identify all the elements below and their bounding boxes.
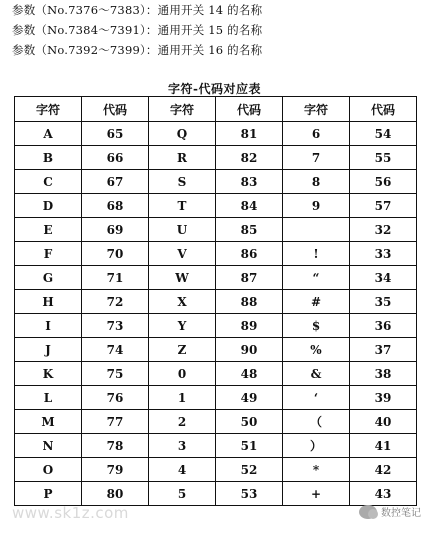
code-cell: 87	[216, 266, 283, 290]
code-cell: 42	[350, 458, 417, 482]
code-cell: 79	[82, 458, 149, 482]
char-cell: M	[15, 410, 82, 434]
code-cell: 37	[350, 338, 417, 362]
code-cell: 32	[350, 218, 417, 242]
char-cell: I	[15, 314, 82, 338]
table-title: 字符-代码对应表	[168, 82, 261, 96]
char-cell: %	[283, 338, 350, 362]
char-cell: F	[15, 242, 82, 266]
brand-badge	[359, 504, 421, 519]
code-cell: 53	[216, 482, 283, 506]
code-cell: 52	[216, 458, 283, 482]
char-cell: 4	[149, 458, 216, 482]
table-row	[15, 434, 417, 458]
code-cell: 33	[350, 242, 417, 266]
char-cell: B	[15, 146, 82, 170]
table-row	[15, 386, 417, 410]
parameter-line: 参数（No.7384～7391）：通用开关 15 的名称	[12, 23, 263, 37]
char-cell: R	[149, 146, 216, 170]
code-cell: 36	[350, 314, 417, 338]
char-cell: W	[149, 266, 216, 290]
char-cell: 9	[283, 194, 350, 218]
code-cell: 83	[216, 170, 283, 194]
char-cell: U	[149, 218, 216, 242]
code-cell: 51	[216, 434, 283, 458]
char-cell: #	[283, 290, 350, 314]
code-cell: 71	[82, 266, 149, 290]
table-row	[15, 314, 417, 338]
char-cell: G	[15, 266, 82, 290]
char-cell: 2	[149, 410, 216, 434]
char-cell: &	[283, 362, 350, 386]
char-cell: L	[15, 386, 82, 410]
wechat-icon	[359, 505, 377, 519]
code-cell: 69	[82, 218, 149, 242]
code-cell: 48	[216, 362, 283, 386]
header-code: 代码	[82, 97, 149, 122]
char-cell: *	[283, 458, 350, 482]
code-cell: 57	[350, 194, 417, 218]
code-cell: 73	[82, 314, 149, 338]
char-cell: $	[283, 314, 350, 338]
table-row	[15, 290, 417, 314]
header-code: 代码	[350, 97, 417, 122]
char-code-table	[14, 96, 417, 506]
char-cell: ）	[283, 434, 350, 458]
header-char: 字符	[149, 97, 216, 122]
code-cell: 78	[82, 434, 149, 458]
code-cell: 54	[350, 122, 417, 146]
table-body	[15, 122, 417, 506]
code-cell: 65	[82, 122, 149, 146]
char-cell	[283, 218, 350, 242]
char-cell: “	[283, 266, 350, 290]
char-cell: K	[15, 362, 82, 386]
char-cell: C	[15, 170, 82, 194]
brand-label: 数控笔记	[381, 508, 421, 519]
code-cell: 66	[82, 146, 149, 170]
char-cell: 3	[149, 434, 216, 458]
code-cell: 56	[350, 170, 417, 194]
char-cell: 5	[149, 482, 216, 506]
code-cell: 40	[350, 410, 417, 434]
code-cell: 89	[216, 314, 283, 338]
table-header-row	[15, 97, 417, 122]
code-cell: 80	[82, 482, 149, 506]
char-cell: D	[15, 194, 82, 218]
code-cell: 34	[350, 266, 417, 290]
char-cell: X	[149, 290, 216, 314]
char-cell: +	[283, 482, 350, 506]
code-cell: 77	[82, 410, 149, 434]
char-cell: P	[15, 482, 82, 506]
code-cell: 84	[216, 194, 283, 218]
code-cell: 49	[216, 386, 283, 410]
table-row	[15, 362, 417, 386]
code-cell: 81	[216, 122, 283, 146]
code-cell: 74	[82, 338, 149, 362]
char-cell: 8	[283, 170, 350, 194]
table-row	[15, 122, 417, 146]
code-cell: 43	[350, 482, 417, 506]
char-cell: S	[149, 170, 216, 194]
code-cell: 50	[216, 410, 283, 434]
table-row	[15, 458, 417, 482]
char-cell: 0	[149, 362, 216, 386]
char-cell: H	[15, 290, 82, 314]
char-cell: O	[15, 458, 82, 482]
header-char: 字符	[283, 97, 350, 122]
table-row	[15, 218, 417, 242]
code-cell: 75	[82, 362, 149, 386]
table-row	[15, 266, 417, 290]
parameter-line: 参数（No.7392～7399）：通用开关 16 的名称	[12, 43, 263, 57]
char-cell: ‘	[283, 386, 350, 410]
code-cell: 41	[350, 434, 417, 458]
code-cell: 68	[82, 194, 149, 218]
code-cell: 55	[350, 146, 417, 170]
char-cell: A	[15, 122, 82, 146]
table-row	[15, 482, 417, 506]
table-row	[15, 338, 417, 362]
header-char: 字符	[15, 97, 82, 122]
parameter-line: 参数（No.7376～7383）：通用开关 14 的名称	[12, 3, 263, 17]
code-cell: 70	[82, 242, 149, 266]
char-cell: （	[283, 410, 350, 434]
char-cell: T	[149, 194, 216, 218]
table-row	[15, 194, 417, 218]
char-cell: 1	[149, 386, 216, 410]
char-cell: J	[15, 338, 82, 362]
watermark: www.sk1z.com	[12, 504, 129, 522]
code-cell: 88	[216, 290, 283, 314]
parameter-list	[12, 0, 262, 60]
code-cell: 85	[216, 218, 283, 242]
code-cell: 86	[216, 242, 283, 266]
code-cell: 72	[82, 290, 149, 314]
code-cell: 39	[350, 386, 417, 410]
char-cell: 7	[283, 146, 350, 170]
code-cell: 76	[82, 386, 149, 410]
char-cell: N	[15, 434, 82, 458]
char-cell: Q	[149, 122, 216, 146]
table-row	[15, 410, 417, 434]
code-cell: 90	[216, 338, 283, 362]
code-cell: 35	[350, 290, 417, 314]
code-cell: 67	[82, 170, 149, 194]
char-cell: E	[15, 218, 82, 242]
code-cell: 82	[216, 146, 283, 170]
table-row	[15, 146, 417, 170]
char-cell: 6	[283, 122, 350, 146]
char-cell: V	[149, 242, 216, 266]
table-row	[15, 170, 417, 194]
char-cell: !	[283, 242, 350, 266]
char-cell: Y	[149, 314, 216, 338]
header-code: 代码	[216, 97, 283, 122]
char-cell: Z	[149, 338, 216, 362]
code-cell: 38	[350, 362, 417, 386]
table-row	[15, 242, 417, 266]
